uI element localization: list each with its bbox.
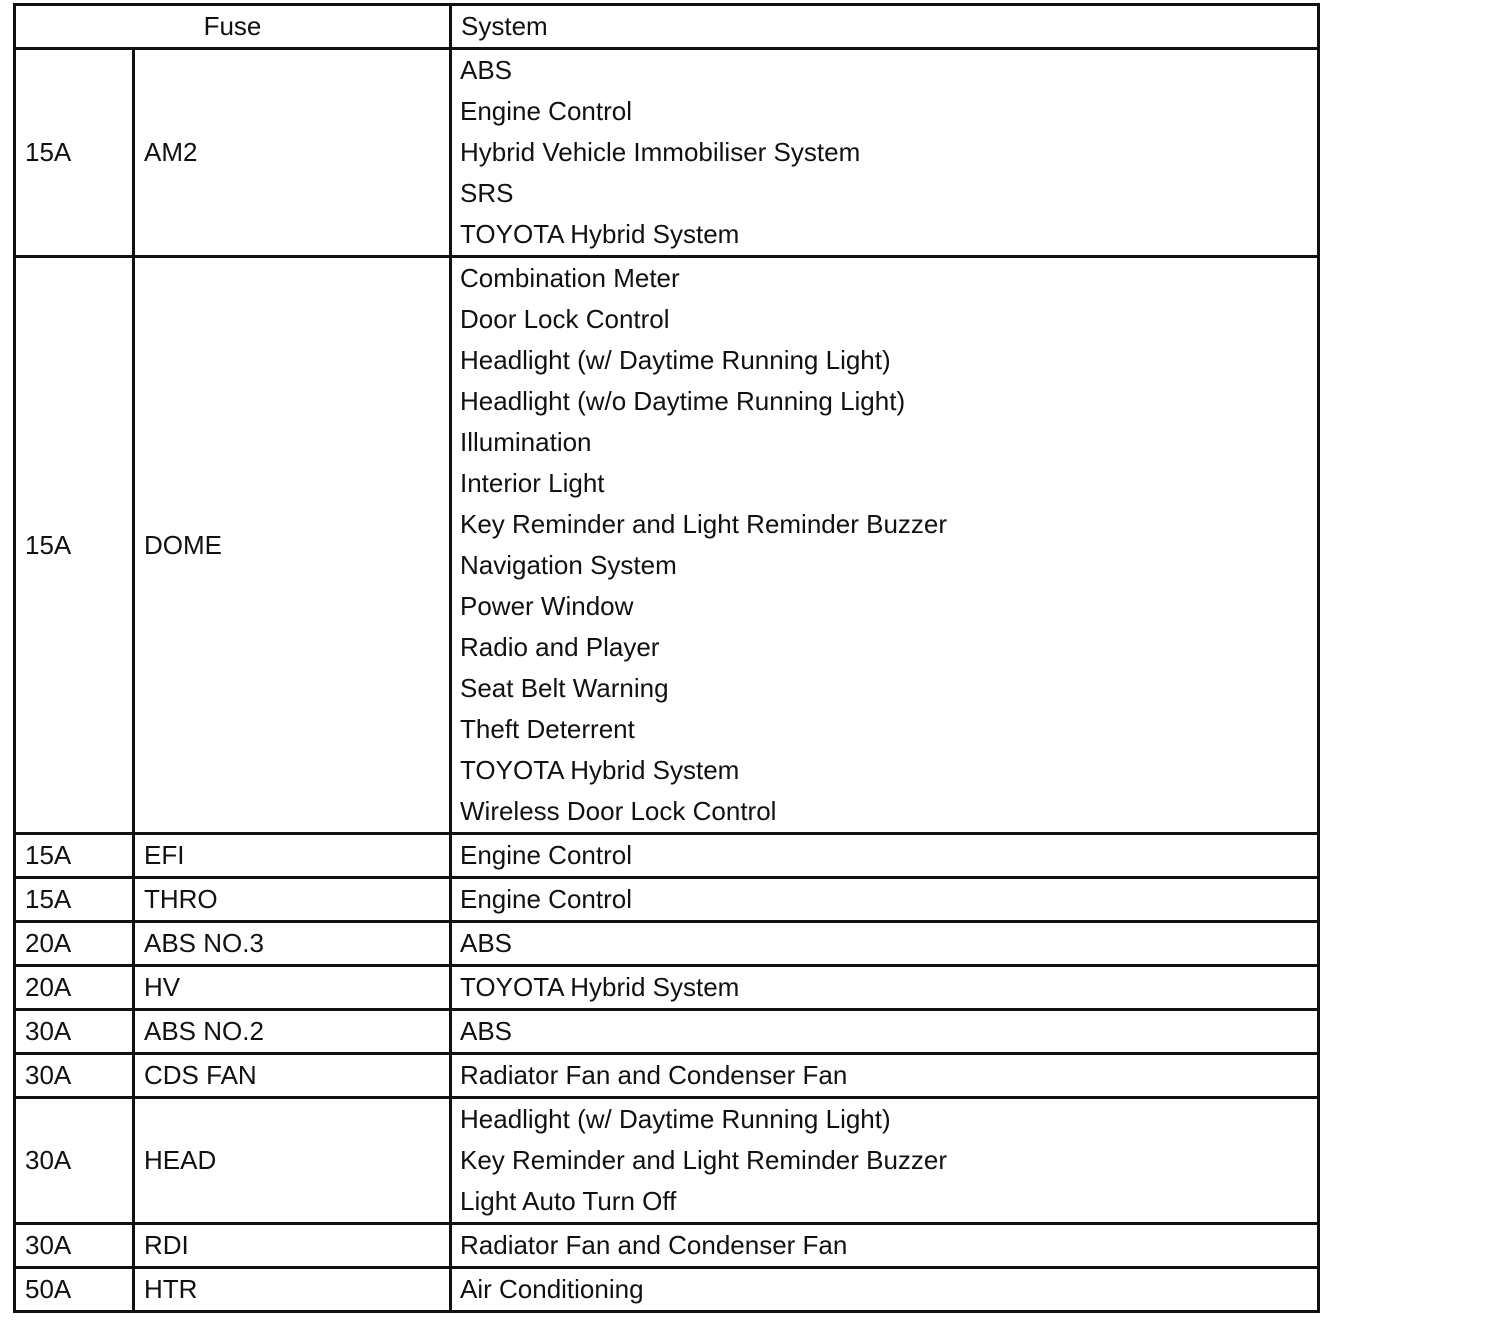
header-row <box>15 5 1319 49</box>
fuse-amperage: 20A <box>15 966 134 1010</box>
fuse-systems <box>451 1010 1319 1054</box>
fuse-amperage: 30A <box>15 1224 134 1268</box>
fuse-name: THRO <box>134 878 451 922</box>
system-item: Key Reminder and Light Reminder Buzzer <box>460 509 948 539</box>
fuse-amperage: 50A <box>15 1268 134 1312</box>
header-system: System <box>451 5 1319 49</box>
fuse-name: RDI <box>134 1224 451 1268</box>
fuse-systems <box>451 834 1319 878</box>
system-item: ABS <box>460 1016 513 1046</box>
system-item: TOYOTA Hybrid System <box>460 755 740 785</box>
system-item: Light Auto Turn Off <box>460 1186 677 1216</box>
system-item: Key Reminder and Light Reminder Buzzer <box>460 1145 948 1175</box>
fuse-systems <box>451 49 1319 257</box>
table-row <box>15 49 1319 257</box>
system-item: Theft Deterrent <box>460 714 635 744</box>
fuse-amperage: 20A <box>15 922 134 966</box>
table-row <box>15 878 1319 922</box>
system-item: Illumination <box>460 427 592 457</box>
fuse-table <box>13 3 1320 1313</box>
system-item: Headlight (w/ Daytime Running Light) <box>460 345 891 375</box>
system-item: Headlight (w/ Daytime Running Light) <box>460 1104 891 1134</box>
fuse-systems <box>451 878 1319 922</box>
fuse-systems <box>451 1224 1319 1268</box>
system-item: Air Conditioning <box>460 1274 644 1304</box>
fuse-name: ABS NO.2 <box>134 1010 451 1054</box>
table-row <box>15 1268 1319 1312</box>
table-row <box>15 1098 1319 1224</box>
fuse-amperage: 30A <box>15 1010 134 1054</box>
system-item: Navigation System <box>460 550 677 580</box>
header-fuse: Fuse <box>15 5 451 49</box>
system-item: TOYOTA Hybrid System <box>460 219 740 249</box>
table-row <box>15 834 1319 878</box>
fuse-name: HEAD <box>134 1098 451 1224</box>
table-row <box>15 257 1319 834</box>
system-item: ABS <box>460 928 513 958</box>
system-item: Seat Belt Warning <box>460 673 669 703</box>
fuse-systems <box>451 1054 1319 1098</box>
fuse-systems <box>451 1098 1319 1224</box>
system-item: TOYOTA Hybrid System <box>460 972 740 1002</box>
fuse-name: HV <box>134 966 451 1010</box>
system-item: Power Window <box>460 591 634 621</box>
fuse-amperage: 15A <box>15 257 134 834</box>
fuse-systems <box>451 257 1319 834</box>
table-row <box>15 922 1319 966</box>
system-item: Engine Control <box>460 96 632 126</box>
fuse-amperage: 15A <box>15 49 134 257</box>
table-row <box>15 966 1319 1010</box>
fuse-name: ABS NO.3 <box>134 922 451 966</box>
system-item: Interior Light <box>460 468 605 498</box>
system-item: SRS <box>460 178 514 208</box>
system-item: Radiator Fan and Condenser Fan <box>460 1230 848 1260</box>
table-row <box>15 1054 1319 1098</box>
system-item: Radio and Player <box>460 632 660 662</box>
fuse-amperage: 15A <box>15 834 134 878</box>
fuse-name: AM2 <box>134 49 451 257</box>
fuse-name: EFI <box>134 834 451 878</box>
system-item: Radiator Fan and Condenser Fan <box>460 1060 848 1090</box>
system-item: ABS <box>460 55 513 85</box>
fuse-amperage: 30A <box>15 1098 134 1224</box>
system-item: Engine Control <box>460 884 632 914</box>
fuse-systems <box>451 966 1319 1010</box>
fuse-name: CDS FAN <box>134 1054 451 1098</box>
fuse-table-body <box>15 49 1319 1312</box>
fuse-systems <box>451 922 1319 966</box>
fuse-systems <box>451 1268 1319 1312</box>
fuse-name: HTR <box>134 1268 451 1312</box>
system-item: Combination Meter <box>460 263 680 293</box>
fuse-amperage: 15A <box>15 878 134 922</box>
system-item: Hybrid Vehicle Immobiliser System <box>460 137 861 167</box>
fuse-amperage: 30A <box>15 1054 134 1098</box>
table-row <box>15 1224 1319 1268</box>
system-item: Engine Control <box>460 840 632 870</box>
system-item: Wireless Door Lock Control <box>460 796 777 826</box>
table-row <box>15 1010 1319 1054</box>
system-item: Door Lock Control <box>460 304 670 334</box>
system-item: Headlight (w/o Daytime Running Light) <box>460 386 906 416</box>
fuse-name: DOME <box>134 257 451 834</box>
